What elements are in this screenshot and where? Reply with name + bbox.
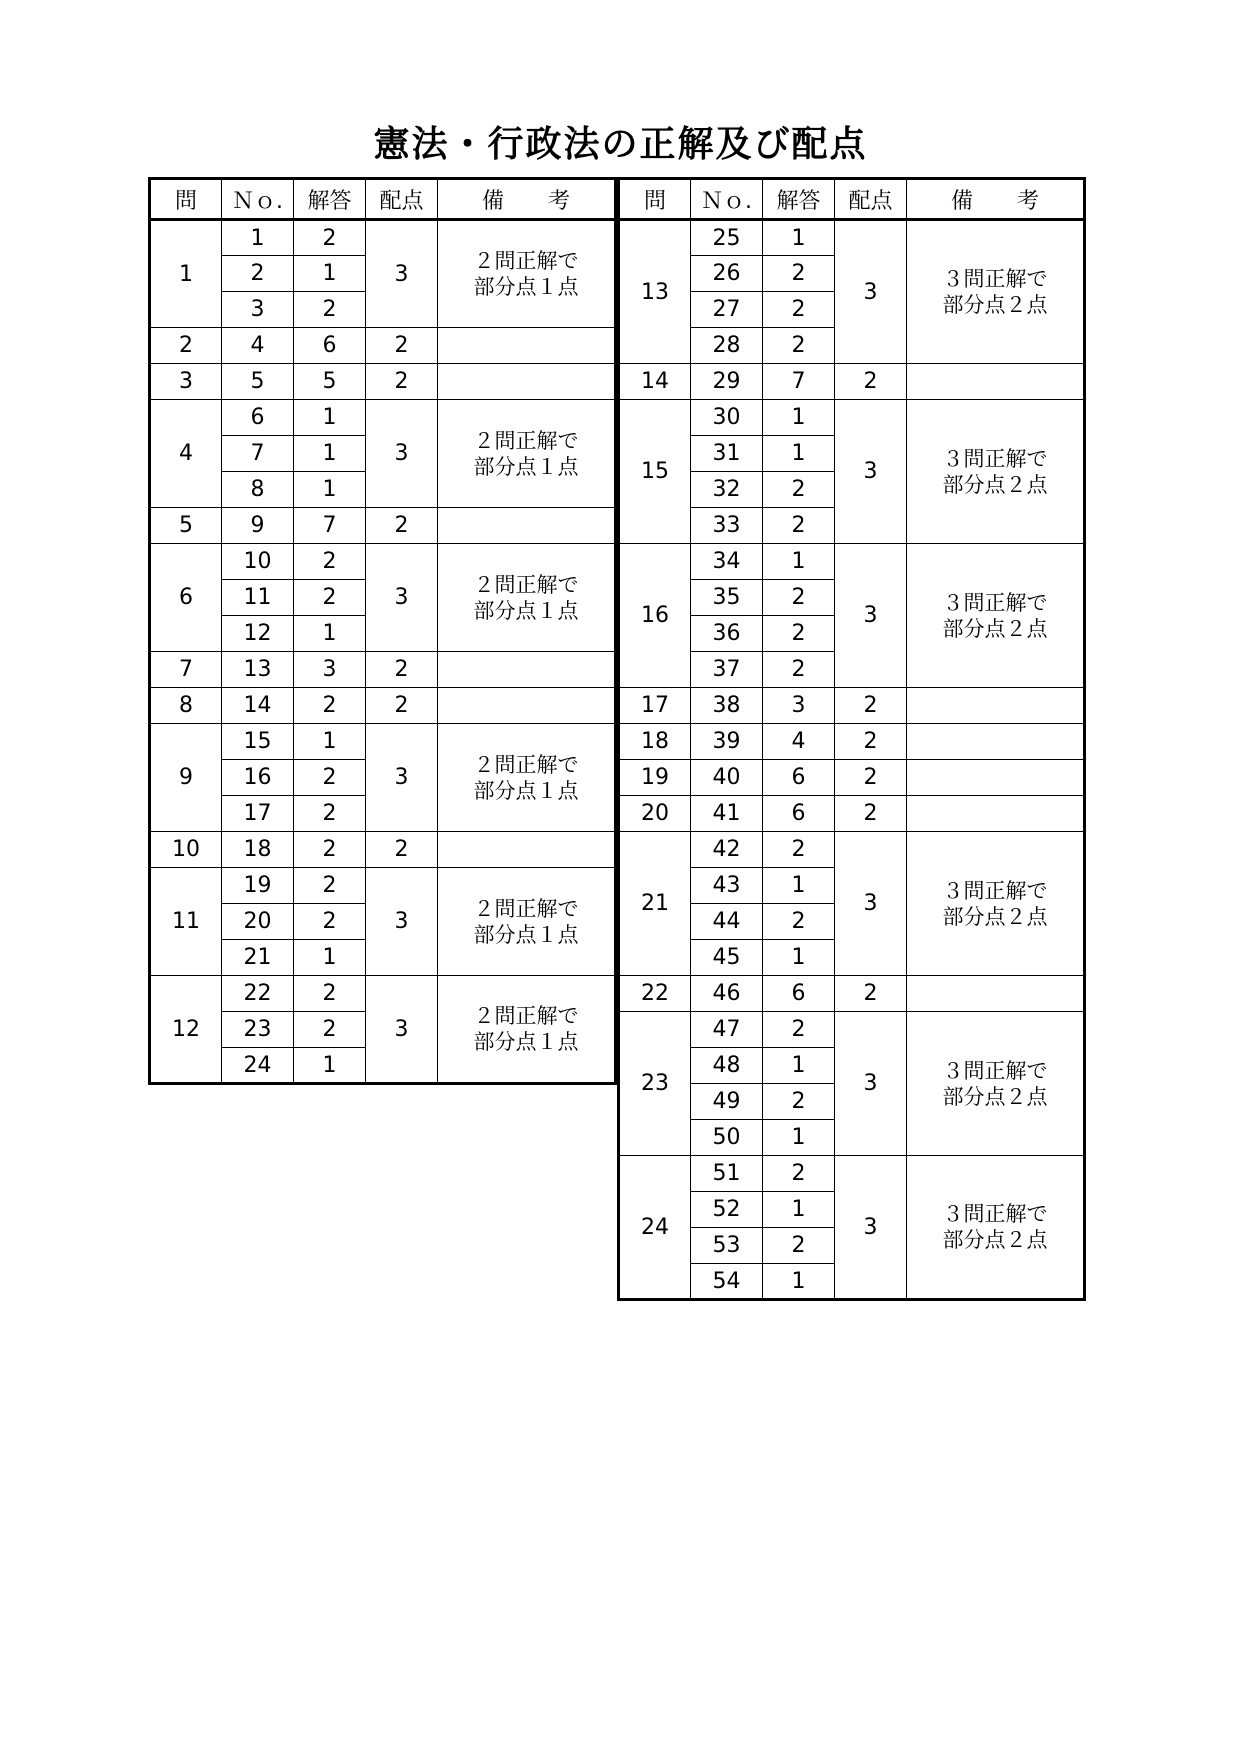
points-cell: 3 [366, 868, 438, 976]
answer-cell: 3 [763, 688, 835, 724]
answer-cell: 1 [763, 868, 835, 904]
answer-cell: 2 [763, 832, 835, 868]
answer-cell: 2 [763, 1228, 835, 1264]
remarks-cell [907, 364, 1085, 400]
no-cell: 10 [222, 544, 294, 580]
answer-cell: 7 [294, 508, 366, 544]
table-row [619, 1156, 1085, 1192]
answer-cell: 2 [763, 1084, 835, 1120]
header-answer: 解答 [294, 179, 366, 220]
no-cell: 51 [691, 1156, 763, 1192]
table-row [619, 976, 1085, 1012]
remarks-line-2: 部分点２点 [942, 904, 1048, 929]
no-cell: 20 [222, 904, 294, 940]
answer-cell: 2 [294, 904, 366, 940]
question-cell: 13 [619, 220, 691, 364]
no-cell: 8 [222, 472, 294, 508]
answer-cell: 1 [294, 256, 366, 292]
answer-cell: 1 [294, 436, 366, 472]
question-cell: 12 [150, 976, 222, 1084]
answer-cell: 6 [294, 328, 366, 364]
table-row [619, 796, 1085, 832]
remarks-cell [438, 400, 616, 508]
remarks-cell [907, 832, 1085, 976]
remarks-line-2: 部分点２点 [942, 1084, 1048, 1109]
answer-cell: 2 [294, 544, 366, 580]
answer-cell: 2 [763, 292, 835, 328]
answer-cell: 2 [763, 508, 835, 544]
question-cell: 10 [150, 832, 222, 868]
answer-cell: 1 [763, 940, 835, 976]
header-row [150, 179, 616, 220]
no-cell: 3 [222, 292, 294, 328]
remarks-line-1: ２問正解で [473, 249, 579, 273]
answer-cell: 2 [294, 688, 366, 724]
answer-cell: 1 [294, 940, 366, 976]
remarks-line-2: 部分点２点 [942, 1228, 1048, 1252]
no-cell: 48 [691, 1048, 763, 1084]
points-cell: 2 [835, 796, 907, 832]
points-cell: 2 [366, 652, 438, 688]
no-cell: 12 [222, 616, 294, 652]
remarks-line-1: ２問正解で [473, 572, 579, 597]
no-cell: 49 [691, 1084, 763, 1120]
table-row [619, 1012, 1085, 1048]
table-row [150, 652, 616, 688]
answer-cell: 2 [294, 292, 366, 328]
question-cell: 23 [619, 1012, 691, 1156]
no-cell: 25 [691, 220, 763, 256]
no-cell: 37 [691, 652, 763, 688]
no-cell: 29 [691, 364, 763, 400]
answer-cell: 1 [294, 724, 366, 760]
answer-cell: 5 [294, 364, 366, 400]
points-cell: 3 [366, 220, 438, 328]
table-row [150, 400, 616, 436]
answer-cell: 2 [294, 832, 366, 868]
answer-cell: 2 [294, 220, 366, 256]
remarks-cell [438, 724, 616, 832]
header-no: Ｎｏ. [691, 179, 763, 220]
answer-cell: 2 [763, 904, 835, 940]
no-cell: 54 [691, 1264, 763, 1300]
answer-cell: 7 [763, 364, 835, 400]
remarks-cell [907, 688, 1085, 724]
question-cell: 22 [619, 976, 691, 1012]
header-answer: 解答 [763, 179, 835, 220]
points-cell: 3 [366, 400, 438, 508]
remarks-cell [907, 220, 1085, 364]
points-cell: 3 [366, 724, 438, 832]
points-cell: 2 [366, 508, 438, 544]
remarks-line-2: 部分点１点 [473, 598, 579, 623]
answer-cell: 1 [763, 1048, 835, 1084]
no-cell: 50 [691, 1120, 763, 1156]
remarks-cell [438, 652, 616, 688]
points-cell: 2 [366, 832, 438, 868]
points-cell: 3 [835, 1012, 907, 1156]
answer-cell: 1 [763, 1264, 835, 1300]
remarks-line-2: 部分点２点 [942, 472, 1048, 497]
table-row [150, 544, 616, 580]
no-cell: 40 [691, 760, 763, 796]
no-cell: 14 [222, 688, 294, 724]
question-cell: 11 [150, 868, 222, 976]
remarks-cell [438, 220, 616, 328]
header-points: 配点 [835, 179, 907, 220]
question-cell: 21 [619, 832, 691, 976]
points-cell: 3 [835, 400, 907, 544]
remarks-cell [438, 832, 616, 868]
remarks-cell [907, 400, 1085, 544]
table-row [150, 832, 616, 868]
answer-cell: 2 [294, 868, 366, 904]
answer-cell: 1 [763, 544, 835, 580]
no-cell: 7 [222, 436, 294, 472]
table-row [619, 364, 1085, 400]
answer-cell: 2 [763, 652, 835, 688]
question-cell: 20 [619, 796, 691, 832]
question-cell: 17 [619, 688, 691, 724]
remarks-cell [438, 976, 616, 1084]
table-row [619, 760, 1085, 796]
no-cell: 23 [222, 1012, 294, 1048]
no-cell: 32 [691, 472, 763, 508]
points-cell: 2 [835, 688, 907, 724]
remarks-line-2: 部分点１点 [473, 1030, 579, 1054]
answer-cell: 1 [763, 400, 835, 436]
answer-cell: 2 [294, 1012, 366, 1048]
remarks-cell [907, 1012, 1085, 1156]
no-cell: 35 [691, 580, 763, 616]
remarks-line-1: ３問正解で [942, 590, 1048, 615]
question-cell: 2 [150, 328, 222, 364]
points-cell: 2 [835, 976, 907, 1012]
points-cell: 2 [835, 364, 907, 400]
remarks-cell [438, 544, 616, 652]
points-cell: 3 [366, 976, 438, 1084]
remarks-cell [907, 760, 1085, 796]
no-cell: 36 [691, 616, 763, 652]
answer-cell: 2 [763, 1156, 835, 1192]
answer-table-left [148, 177, 617, 1085]
remarks-line-2: 部分点２点 [942, 293, 1048, 317]
remarks-line-1: ３問正解で [942, 1058, 1048, 1083]
remarks-line-1: ２問正解で [473, 428, 579, 453]
no-cell: 2 [222, 256, 294, 292]
no-cell: 30 [691, 400, 763, 436]
points-cell: 2 [366, 688, 438, 724]
points-cell: 3 [835, 832, 907, 976]
answer-cell: 6 [763, 796, 835, 832]
question-cell: 19 [619, 760, 691, 796]
remarks-line-2: 部分点１点 [473, 922, 579, 947]
remarks-line-1: ２問正解で [473, 896, 579, 921]
remarks-line-2: 部分点２点 [942, 616, 1048, 641]
header-question: 問 [150, 179, 222, 220]
remarks-line-2: 部分点１点 [473, 778, 579, 803]
remarks-line-1: ３問正解で [942, 446, 1048, 471]
table-row [619, 400, 1085, 436]
answer-cell: 2 [763, 328, 835, 364]
answer-cell: 1 [763, 1120, 835, 1156]
no-cell: 46 [691, 976, 763, 1012]
table-row [150, 688, 616, 724]
no-cell: 18 [222, 832, 294, 868]
no-cell: 11 [222, 580, 294, 616]
question-cell: 6 [150, 544, 222, 652]
no-cell: 13 [222, 652, 294, 688]
table-row [150, 868, 616, 904]
table-row [150, 724, 616, 760]
points-cell: 3 [835, 544, 907, 688]
remarks-line-1: ３問正解で [942, 1202, 1048, 1226]
no-cell: 34 [691, 544, 763, 580]
table-row [150, 220, 616, 256]
no-cell: 24 [222, 1048, 294, 1084]
no-cell: 44 [691, 904, 763, 940]
header-points: 配点 [366, 179, 438, 220]
no-cell: 17 [222, 796, 294, 832]
no-cell: 42 [691, 832, 763, 868]
answer-cell: 1 [294, 472, 366, 508]
no-cell: 53 [691, 1228, 763, 1264]
header-row [619, 179, 1085, 220]
remarks-line-1: ３問正解で [942, 878, 1048, 903]
points-cell: 2 [835, 760, 907, 796]
question-cell: 7 [150, 652, 222, 688]
question-cell: 16 [619, 544, 691, 688]
no-cell: 43 [691, 868, 763, 904]
question-cell: 9 [150, 724, 222, 832]
points-cell: 3 [835, 1156, 907, 1300]
question-cell: 4 [150, 400, 222, 508]
no-cell: 27 [691, 292, 763, 328]
remarks-cell [438, 688, 616, 724]
table-row [150, 328, 616, 364]
table-row [619, 832, 1085, 868]
header-no: Ｎｏ. [222, 179, 294, 220]
answer-cell: 1 [763, 436, 835, 472]
answer-cell: 3 [294, 652, 366, 688]
question-cell: 3 [150, 364, 222, 400]
answer-cell: 2 [763, 472, 835, 508]
points-cell: 2 [366, 364, 438, 400]
question-cell: 15 [619, 400, 691, 544]
page-title: 憲法・行政法の正解及び配点 [373, 124, 868, 165]
no-cell: 47 [691, 1012, 763, 1048]
remarks-cell [907, 724, 1085, 760]
no-cell: 16 [222, 760, 294, 796]
table-row [150, 508, 616, 544]
answer-cell: 6 [763, 976, 835, 1012]
no-cell: 33 [691, 508, 763, 544]
answer-cell: 1 [294, 400, 366, 436]
remarks-cell [907, 796, 1085, 832]
header-question: 問 [619, 179, 691, 220]
remarks-cell [907, 544, 1085, 688]
header-remarks: 備 考 [907, 179, 1085, 220]
table-row [150, 364, 616, 400]
no-cell: 45 [691, 940, 763, 976]
remarks-line-2: 部分点１点 [473, 275, 579, 299]
table-row [619, 220, 1085, 256]
question-cell: 18 [619, 724, 691, 760]
remarks-cell [907, 1156, 1085, 1300]
points-cell: 3 [835, 220, 907, 364]
remarks-cell [438, 868, 616, 976]
no-cell: 4 [222, 328, 294, 364]
answer-cell: 2 [763, 256, 835, 292]
no-cell: 21 [222, 940, 294, 976]
question-cell: 1 [150, 220, 222, 328]
answer-cell: 6 [763, 760, 835, 796]
no-cell: 38 [691, 688, 763, 724]
no-cell: 1 [222, 220, 294, 256]
remarks-line-2: 部分点１点 [473, 454, 579, 479]
remarks-cell [907, 976, 1085, 1012]
remarks-cell [438, 364, 616, 400]
answer-cell: 2 [294, 796, 366, 832]
no-cell: 19 [222, 868, 294, 904]
no-cell: 28 [691, 328, 763, 364]
remarks-cell [438, 508, 616, 544]
no-cell: 52 [691, 1192, 763, 1228]
no-cell: 6 [222, 400, 294, 436]
remarks-line-1: ２問正解で [473, 752, 579, 777]
answer-cell: 2 [763, 580, 835, 616]
no-cell: 5 [222, 364, 294, 400]
answer-cell: 2 [294, 976, 366, 1012]
table-row [619, 724, 1085, 760]
no-cell: 9 [222, 508, 294, 544]
no-cell: 39 [691, 724, 763, 760]
points-cell: 3 [366, 544, 438, 652]
no-cell: 15 [222, 724, 294, 760]
answer-cell: 2 [763, 1012, 835, 1048]
answer-cell: 2 [763, 616, 835, 652]
answer-cell: 1 [294, 1048, 366, 1084]
table-row [619, 688, 1085, 724]
no-cell: 26 [691, 256, 763, 292]
question-cell: 8 [150, 688, 222, 724]
table-row [619, 544, 1085, 580]
remarks-line-1: ２問正解で [473, 1004, 579, 1028]
remarks-cell [438, 328, 616, 364]
no-cell: 31 [691, 436, 763, 472]
points-cell: 2 [366, 328, 438, 364]
remarks-line-1: ３問正解で [942, 267, 1048, 291]
answer-cell: 2 [294, 760, 366, 796]
question-cell: 24 [619, 1156, 691, 1300]
no-cell: 41 [691, 796, 763, 832]
question-cell: 5 [150, 508, 222, 544]
table-row [150, 976, 616, 1012]
answer-cell: 4 [763, 724, 835, 760]
header-remarks: 備 考 [438, 179, 616, 220]
points-cell: 2 [835, 724, 907, 760]
question-cell: 14 [619, 364, 691, 400]
answer-cell: 1 [763, 1192, 835, 1228]
answer-cell: 2 [294, 580, 366, 616]
answer-cell: 1 [763, 220, 835, 256]
answer-table-right [617, 177, 1086, 1301]
no-cell: 22 [222, 976, 294, 1012]
answer-cell: 1 [294, 616, 366, 652]
